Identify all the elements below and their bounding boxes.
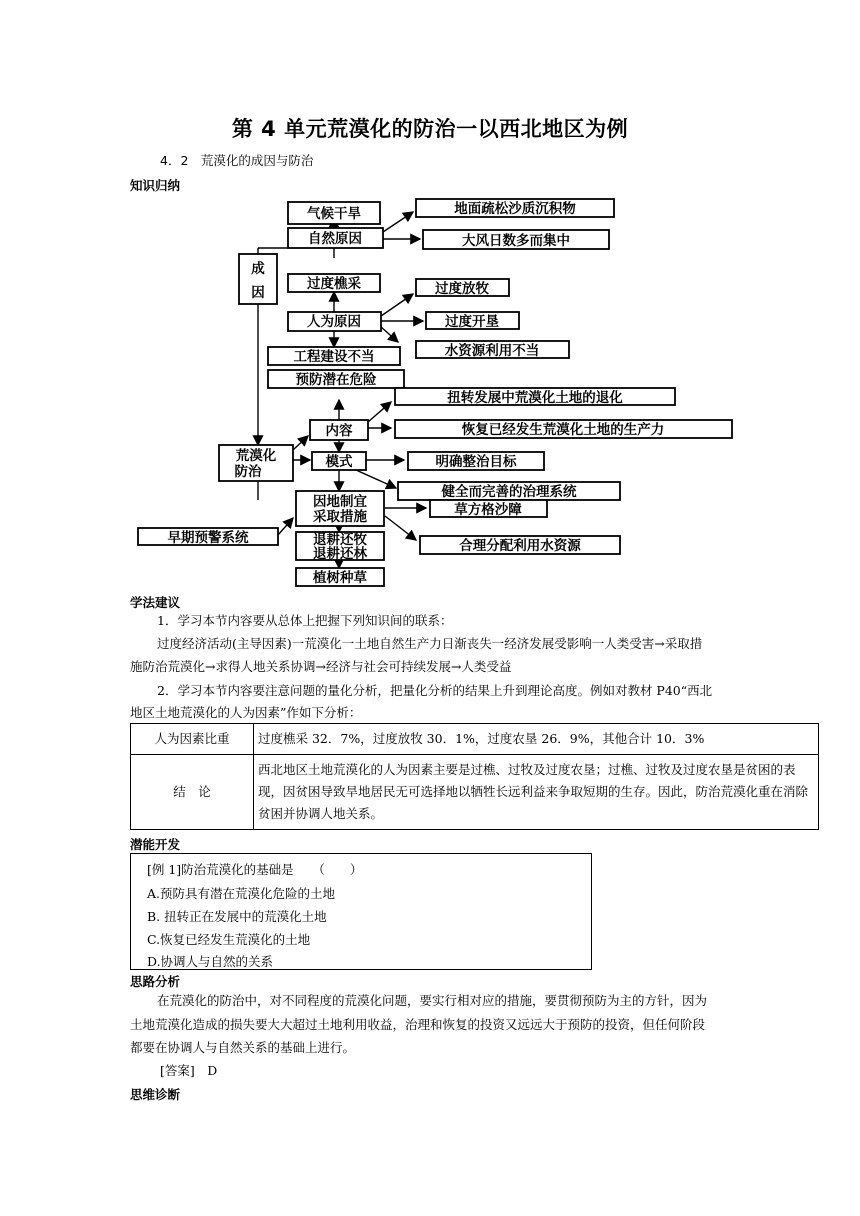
answer-line: [答案] D [160,1063,218,1078]
svg-text:工程建设不当: 工程建设不当 [293,349,375,365]
svg-text:植树种草: 植树种草 [313,570,367,586]
svg-text:早期预警系统: 早期预警系统 [167,530,249,546]
example-option-d: D.协调人与自然的关系 [147,954,274,969]
example-box [130,853,592,970]
box-control [219,445,293,481]
table-cell: 西北地区土地荒漠化的人为因素主要是过樵、过牧及过度农垦；过樵、过牧及过度农垦是贫困的表现，因贫困导致旱地居民无可选择地以牺牲长远利益来争取短期的生存。因此，防治荒漠化重在消除贫困并协调人地关系。 [254,755,819,830]
svg-text:扭转发展中荒漠化土地的退化: 扭转发展中荒漠化土地的退化 [447,390,623,406]
analysis-line-2: 土地荒漠化造成的损失要大大超过土地利用收益，治理和恢复的投资又远远大于预防的投资，但任何阶段 [130,1017,706,1032]
svg-text:模式: 模式 [325,454,353,470]
example-option-b: B. 扭转正在发展中的荒漠化土地 [147,909,327,924]
svg-text:防治: 防治 [234,464,262,480]
method-p3b: 地区土地荒漠化的人为因素”作如下分析： [130,705,362,720]
box-reclaim [426,312,519,330]
box-dry [288,202,380,224]
box-cause [239,254,277,304]
method-p3a: 2．学习本节内容要注意问题的量化分析，把量化分析的结果上升到理论高度。例如对教材 P40“西北 [157,683,713,698]
example-question: [例 1]防治荒漠化的基础是 （ ） [147,862,363,877]
svg-text:自然原因: 自然原因 [308,231,362,247]
svg-text:预防潜在危险: 预防潜在危险 [295,372,377,388]
svg-text:退耕还林: 退耕还林 [313,546,367,562]
table-cell: 人为因素比重 [131,724,254,755]
box-content [310,420,368,440]
svg-text:地面疏松沙质沉积物: 地面疏松沙质沉积物 [454,201,576,217]
svg-text:恢复已经发生荒漠化土地的生产力: 恢复已经发生荒漠化土地的生产力 [461,422,665,438]
analysis-line-1: 在荒漠化的防治中，对不同程度的荒漠化问题，要实行相对应的措施，要贯彻预防为主的方针，因为 [157,993,708,1008]
box-firewood [288,274,380,292]
svg-text:人为原因: 人为原因 [307,314,361,330]
box-return-farmland [296,531,384,562]
box-mode [312,452,366,470]
box-loose-sediment [416,199,614,217]
analysis-line-3: 都要在协调人与自然关系的基础上进行。 [130,1040,356,1055]
svg-text:草方格沙障: 草方格沙障 [454,502,522,518]
heading-potential: 潜能开发 [130,837,181,852]
box-graze [416,279,509,297]
page-title: 第 4 单元荒漠化的防治一以西北地区为例 [231,117,629,141]
table-row [131,755,819,830]
svg-text:气候干旱: 气候干旱 [307,206,361,222]
section-subtitle: 4．2 荒漠化的成因与防治 [160,153,314,168]
box-goal [408,452,544,470]
heading-method: 学法建议 [130,595,181,610]
box-natural-cause [288,228,383,248]
method-p2a: 过度经济活动(主导因素)一荒漠化一土地自然生产力日渐丧失一经济发展受影响一人类受害→采取措 [157,636,703,651]
heading-diagnosis: 思维诊断 [130,1087,181,1102]
box-system [398,482,620,500]
svg-text:采取措施: 采取措施 [313,509,367,525]
example-option-a: A.预防具有潜在荒漠化危险的土地 [147,886,336,901]
svg-text:因地制宜: 因地制宜 [313,494,367,510]
table-cell: 过度樵采 32．7%，过度放牧 30．1%，过度农垦 26．9%，其他合计 10．3% [254,724,819,755]
box-prevent-risk [268,370,404,388]
svg-text:过度放牧: 过度放牧 [435,281,489,297]
box-human-cause [288,312,381,331]
svg-text:过度开垦: 过度开垦 [445,314,499,330]
box-reverse [395,388,675,406]
heading-knowledge: 知识归纳 [130,178,181,193]
box-restore [395,420,732,438]
concept-diagram [128,190,748,590]
box-engineering [268,347,400,365]
box-plant [296,568,384,586]
method-p2b: 施防治荒漠化→求得人地关系协调→经济与社会可持续发展→人类受益 [130,659,512,674]
box-measures [296,491,384,526]
svg-text:合理分配利用水资源: 合理分配利用水资源 [459,538,581,554]
svg-text:过度樵采: 过度樵采 [307,276,361,292]
svg-text:大风日数多而集中: 大风日数多而集中 [462,233,570,249]
box-grass-grid [430,500,547,518]
box-water-misuse [416,341,569,359]
box-early-warning [138,528,278,546]
heading-analysis: 思路分析 [130,974,181,989]
svg-text:健全而完善的治理系统: 健全而完善的治理系统 [441,484,577,500]
svg-text:内容: 内容 [325,423,353,439]
method-p1: 1．学习本节内容要从总体上把握下列知识间的联系： [157,613,453,628]
svg-text:因: 因 [251,285,265,301]
svg-text:明确整治目标: 明确整治目标 [435,454,517,470]
table-row [131,724,819,755]
example-option-c: C.恢复已经发生荒漠化的土地 [147,932,311,947]
svg-text:成: 成 [251,261,265,277]
box-water-alloc [420,536,620,554]
table-cell: 结 论 [131,755,254,830]
svg-text:退耕还牧: 退耕还牧 [313,532,367,548]
svg-text:荒漠化: 荒漠化 [235,448,277,464]
svg-text:水资源利用不当: 水资源利用不当 [444,343,540,359]
analysis-table [130,723,819,830]
box-wind [423,230,609,249]
